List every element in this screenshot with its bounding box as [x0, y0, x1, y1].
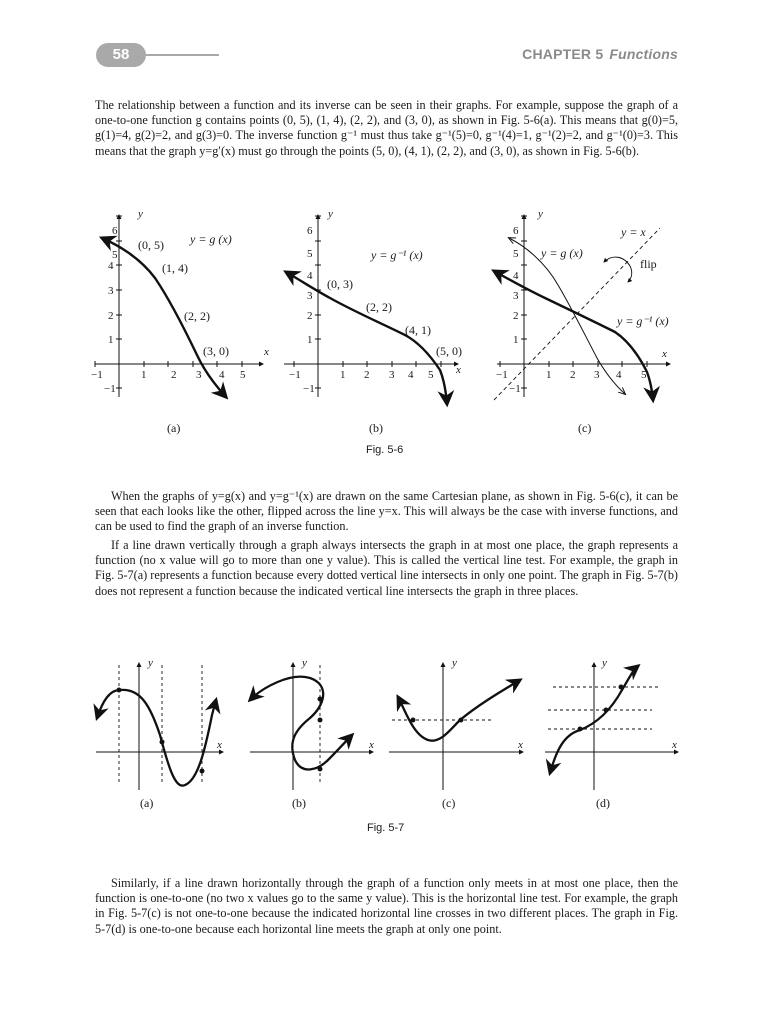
x-tick: 2	[171, 369, 177, 381]
y-tick: 6	[112, 225, 118, 237]
y-tick: 5	[513, 248, 519, 260]
x-axis-label: x	[217, 739, 222, 751]
y-axis-label: y	[602, 657, 607, 669]
x-axis-label: x	[672, 739, 677, 751]
point-label: (2, 2)	[366, 300, 392, 314]
x-tick: −1	[496, 369, 508, 381]
panel-label: (d)	[596, 796, 610, 810]
y-tick: 2	[513, 310, 519, 322]
x-tick: 4	[408, 369, 414, 381]
y-tick: 4	[307, 270, 313, 282]
y-tick: 1	[108, 334, 114, 346]
panel-label: (b)	[369, 421, 383, 435]
point-label: (1, 4)	[162, 261, 188, 275]
x-axis-label: x	[264, 346, 269, 358]
curve-label: y = g⁻¹ (x)	[371, 248, 423, 262]
panel-label: (a)	[167, 421, 181, 435]
y-tick: 4	[513, 270, 519, 282]
x-tick: 1	[340, 369, 346, 381]
point-label: (0, 5)	[138, 238, 164, 252]
y-tick: 3	[307, 290, 313, 302]
y-tick: 3	[513, 290, 519, 302]
y-tick: 6	[513, 225, 519, 237]
y-tick: 1	[513, 334, 519, 346]
point-label: (2, 2)	[184, 309, 210, 323]
paragraph-vertical-line-test: If a line drawn vertically through a graph always intersects the graph in at most one place, the graph represents a function (no x value will go to more than one y value). This is called the vertical line test. For example, the graph in Fig. 5-7(a) represents a function because every dotted vertical line intersects in only one point. The graph in Fig. 5-7(b) does not represent a function because the indicated vertical line intersects the graph in three places.	[95, 538, 678, 598]
y-tick: 4	[108, 260, 114, 272]
paragraph-inverse-graphs: When the graphs of y=g(x) and y=g⁻¹(x) are drawn on the same Cartesian plane, as shown in Fig. 5-6(c), it can be seen that each looks like the other, flipped across the line y=x. This will always be the case with inverse functions, and can be used to find the graph of an inverse function.	[95, 489, 678, 534]
y-tick: −1	[104, 383, 116, 395]
y-tick: 1	[307, 334, 313, 346]
y-tick: −1	[303, 383, 315, 395]
page-number: 58	[96, 43, 146, 67]
y-axis-label: y	[302, 657, 307, 669]
point-label: (5, 0)	[436, 344, 462, 358]
x-tick: 1	[141, 369, 147, 381]
chapter-name: Functions	[609, 46, 678, 62]
x-tick: 2	[570, 369, 576, 381]
point-label: (0, 3)	[327, 277, 353, 291]
figure-caption: Fig. 5-7	[367, 822, 405, 834]
paragraph-intro: The relationship between a function and its inverse can be seen in their graphs. For example, suppose the graph of a one-to-one function g contains points (0, 5), (1, 4), (2, 2), and (3, 0), as shown in Fig. 5-6(a). This means that g(0)=5, g(1)=4, g(2)=2, and g(3)=0. The inverse function g⁻¹ must thus take g⁻¹(5)=0, g⁻¹(4)=1, g⁻¹(2)=2, and g⁻¹(0)=3. This means that the graph y=gʹ(x) must go through the points (5, 0), (4, 1), (2, 2), and (3, 0), as shown in Fig. 5-6(b).	[95, 98, 678, 158]
x-tick: 5	[641, 369, 647, 381]
y-axis-label: y	[328, 208, 333, 220]
x-tick: 3	[196, 369, 202, 381]
x-tick: 5	[240, 369, 246, 381]
curve-label: y = g (x)	[190, 232, 232, 246]
x-axis-label: x	[518, 739, 523, 751]
point-label: (4, 1)	[405, 323, 431, 337]
label-flip: flip	[640, 257, 657, 271]
label-g-inverse: y = g⁻¹ (x)	[617, 314, 669, 328]
point-label: (3, 0)	[203, 344, 229, 358]
label-y-equals-x: y = x	[621, 225, 646, 239]
y-axis-label: y	[148, 657, 153, 669]
x-axis-label: x	[456, 364, 461, 376]
panel-label: (c)	[578, 421, 592, 435]
y-tick: 6	[307, 225, 313, 237]
y-tick: 2	[307, 310, 313, 322]
x-tick: −1	[289, 369, 301, 381]
y-tick: 5	[112, 249, 118, 261]
x-tick: 3	[594, 369, 600, 381]
x-tick: 1	[546, 369, 552, 381]
x-tick: 4	[219, 369, 225, 381]
figure-caption: Fig. 5-6	[366, 444, 404, 456]
x-tick: 2	[364, 369, 370, 381]
x-tick: −1	[91, 369, 103, 381]
x-tick: 4	[616, 369, 622, 381]
fig57-panel-a	[96, 657, 223, 810]
chapter-label: CHAPTER 5	[522, 46, 604, 62]
x-tick: 5	[428, 369, 434, 381]
y-axis-label: y	[138, 208, 143, 220]
fig57-panel-b	[250, 657, 374, 810]
fig57-panel-c	[389, 657, 523, 810]
y-axis-label: y	[538, 208, 543, 220]
panel-label: (b)	[292, 796, 306, 810]
panel-label: (c)	[442, 796, 456, 810]
panel-label: (a)	[140, 796, 154, 810]
y-tick: 3	[108, 285, 114, 297]
paragraph-horizontal-line-test: Similarly, if a line drawn horizontally through the graph of a function only meets in at most one place, then the function is one-to-one (no two x values go to the same y value). This is the horizontal line test. For example, the graph in Fig. 5-7(c) is not one-to-one because the indicated horizontal line crosses in two different places. The graph in Fig. 5-7(d) is one-to-one because each horizontal line meets the graph at only one point.	[95, 876, 678, 936]
y-tick: 5	[307, 248, 313, 260]
y-axis-label: y	[452, 657, 457, 669]
x-axis-label: x	[662, 348, 667, 360]
fig57-panel-d	[545, 657, 678, 810]
label-g: y = g (x)	[541, 246, 583, 260]
y-tick: −1	[509, 383, 521, 395]
x-axis-label: x	[369, 739, 374, 751]
y-tick: 2	[108, 310, 114, 322]
x-tick: 3	[389, 369, 395, 381]
